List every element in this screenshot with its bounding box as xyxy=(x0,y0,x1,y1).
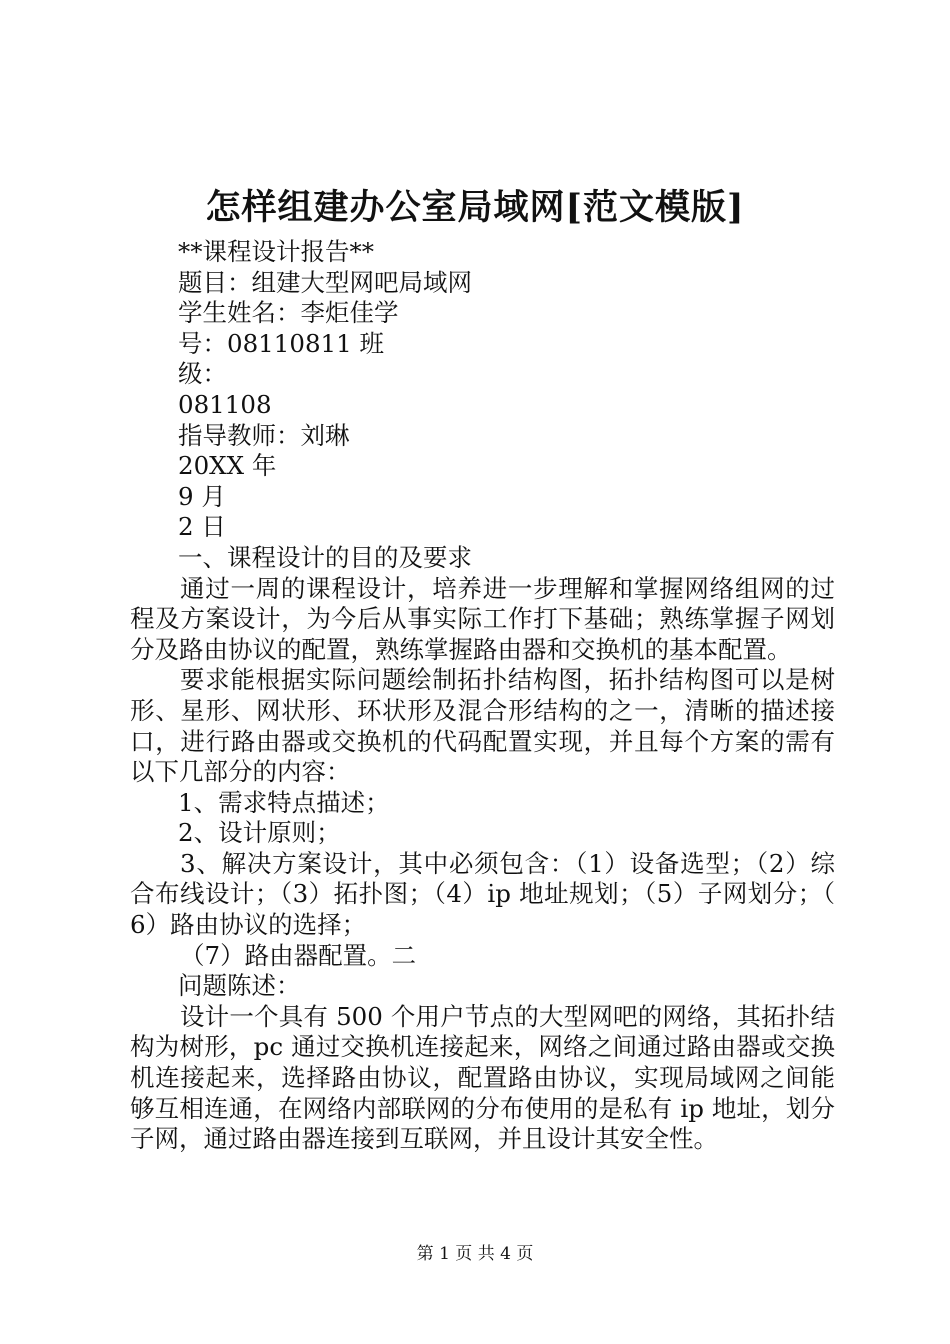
list-item-requirements: 1、需求特点描述； xyxy=(178,787,390,817)
class-label-line: 级： xyxy=(178,359,227,389)
paragraph-requirements: 要求能根据实际问题绘制拓扑结构图，拓扑结构图可以是树形、星形、网状形、环状形及混合形结构的之一，清晰的描述接口，进行路由器或交换机的代码配置实现，并且每个方案的需有以下几部分的内容： xyxy=(130,665,835,787)
report-label: **课程设计报告** xyxy=(178,237,374,266)
page-footer: 第 1 页 共 4 页 xyxy=(416,1244,534,1264)
month-line: 9 月 xyxy=(178,481,226,511)
paragraph-purpose: 通过一周的课程设计，培养进一步理解和掌握网络组网的过程及方案设计，为今后从事实际工作打下基础；熟练掌握子网划分及路由协议的配置，熟练掌握路由器和交换机的基本配置。 xyxy=(130,573,835,664)
list-item-solution-continued: （7）路由器配置。二 xyxy=(180,940,417,970)
topic-line: 题目：组建大型网吧局域网 xyxy=(178,267,472,297)
section-heading-purpose: 一、课程设计的目的及要求 xyxy=(178,542,472,572)
section-heading-problem: 问题陈述： xyxy=(178,971,301,1001)
paragraph-problem: 设计一个具有 500 个用户节点的大型网吧的网络，其拓扑结构为树形，pc 通过交换机连接起来，网络之间通过路由器或交换机连接起来，选择路由协议，配置路由协议，实现局域网之间能够互相连通，在网络内部联网的分布使用的是私有 ip 地址，划分子网，通过路由器连接到互联网，并且设计其安全性。 xyxy=(130,1001,835,1154)
document-title: 怎样组建办公室局域网[范文模版] xyxy=(205,187,745,228)
day-line: 2 日 xyxy=(178,512,226,542)
list-item-solution: 3、解决方案设计，其中必须包含：（1）设备选型；（2）综合布线设计；（3）拓扑图；（4）ip 地址规划；（5）子网划分；（6）路由协议的选择； xyxy=(130,848,835,940)
student-name-line: 学生姓名：李炬佳学 xyxy=(178,298,399,328)
teacher-line: 指导教师：刘琳 xyxy=(178,420,350,450)
list-item-principles: 2、设计原则； xyxy=(178,818,341,848)
year-line: 20XX 年 xyxy=(178,451,277,481)
class-value-line: 081108 xyxy=(178,389,272,419)
student-id-line: 号：08110811 班 xyxy=(178,328,384,358)
document-body xyxy=(130,237,835,1155)
